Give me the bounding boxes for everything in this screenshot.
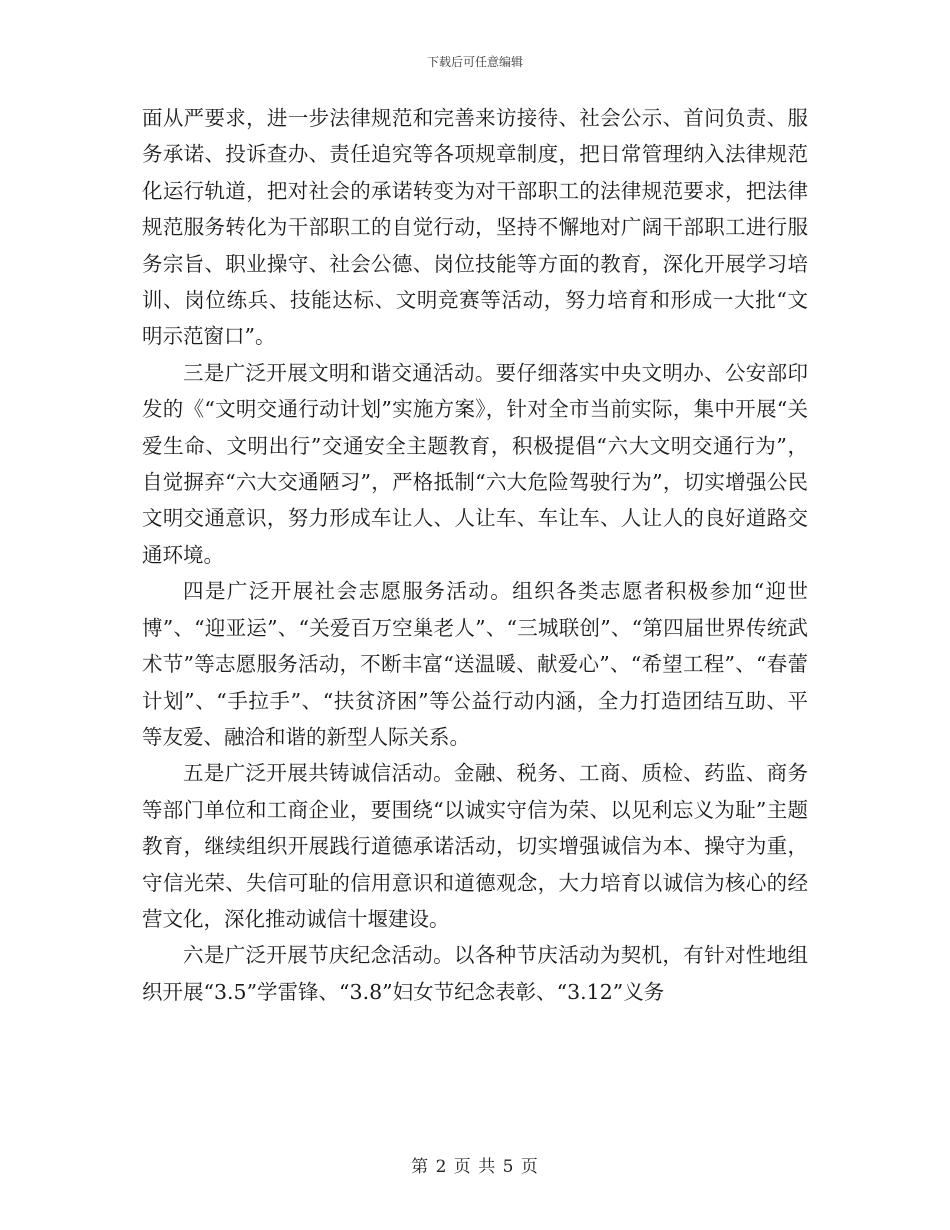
page-number: 第 2 页 共 5 页 bbox=[411, 1157, 539, 1177]
paragraph-integrity: 五是广泛开展共铸诚信活动。金融、税务、工商、质检、药监、商务等部门单位和工商企业，要围绕“以诚实守信为荣、以见利忘义为耻”主题教育，继续组织开展践行道德承诺活动，切实增强诚信为本、操守为重，守信光荣、失信可耻的信用意识和道德观念，大力培育以诚信为核心的经营文化，深化推动诚信十堰建设。 bbox=[142, 761, 808, 931]
page-header: 下载后可任意编辑 bbox=[426, 55, 523, 69]
paragraph-volunteer: 四是广泛开展社会志愿服务活动。组织各类志愿者积极参加“迎世博”、“迎亚运”、“关爱百万空巢老人”、“三城联创”、“第四届世界传统武术节”等志愿服务活动，不断丰富“送温暖、献爱心”、“希望工程”、“春蕾计划”、“手拉手”、“扶贫济困”等公益行动内涵，全力打造团结互助、平等友爱、融洽和谐的新型人际关系。 bbox=[142, 579, 808, 749]
document-body bbox=[142, 100, 808, 1010]
paragraph-festival: 六是广泛开展节庆纪念活动。以各种节庆活动为契机，有针对性地组织开展“3.5”学雷锋、“3.8”妇女节纪念表彰、“3.12”义务 bbox=[142, 943, 808, 1004]
paragraph-traffic: 三是广泛开展文明和谐交通活动。要仔细落实中央文明办、公安部印发的《“文明交通行动计划”实施方案》，针对全市当前实际，集中开展“关爱生命、文明出行”交通安全主题教育，积极提倡“六大文明交通行为”，自觉摒弃“六大交通陋习”，严格抵制“六大危险驾驶行为”，切实增强公民文明交通意识，努力形成车让人、人让车、车让车、人让人的良好道路交通环境。 bbox=[142, 360, 808, 567]
paragraph-continuation: 面从严要求，进一步法律规范和完善来访接待、社会公示、首问负责、服务承诺、投诉查办、责任追究等各项规章制度，把日常管理纳入法律规范化运行轨道，把对社会的承诺转变为对干部职工的法律规范要求，把法律规范服务转化为干部职工的自觉行动，坚持不懈地对广阔干部职工进行服务宗旨、职业操守、社会公德、岗位技能等方面的教育，深化开展学习培训、岗位练兵、技能达标、文明竞赛等活动，努力培育和形成一大批“文明示范窗口”。 bbox=[142, 106, 808, 349]
